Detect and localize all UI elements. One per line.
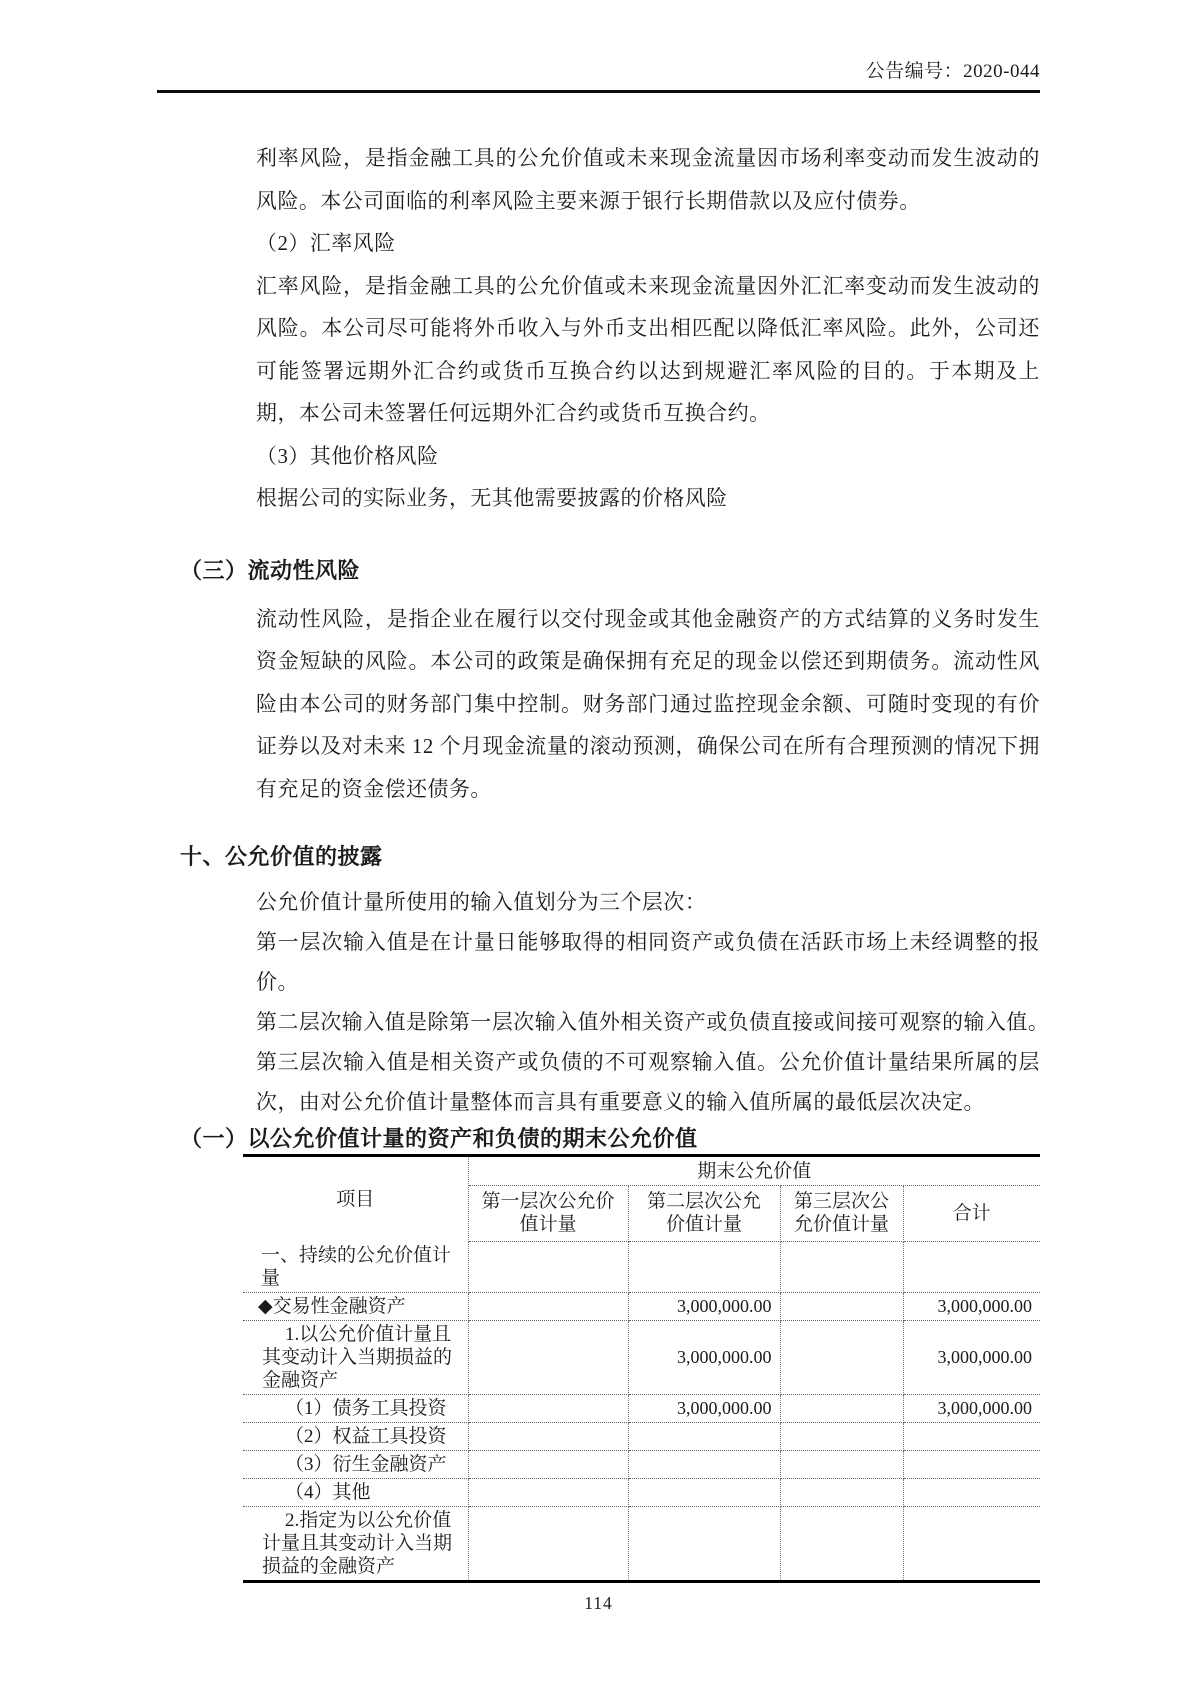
value-cell: [903, 1422, 1040, 1450]
heading-fair-value-disclosure: 十、公允价值的披露: [180, 844, 383, 869]
page-header: [157, 0, 1040, 83]
value-cell: [628, 1242, 780, 1293]
paragraph-other-price-risk: 根据公司的实际业务，无其他需要披露的价格风险: [256, 486, 728, 510]
value-cell: [628, 1450, 780, 1478]
item-cell: （4）其他: [243, 1478, 468, 1506]
value-cell: [780, 1478, 903, 1506]
value-cell: [468, 1242, 628, 1293]
paragraph-interest-rate-risk: 利率风险，是指金融工具的公允价值或未来现金流量因市场利率变动而发生波动的风险。本公司面临的利率风险主要来源于银行长期借款以及应付债券。: [256, 146, 1040, 213]
value-cell: [780, 1422, 903, 1450]
value-cell: 3,000,000.00: [628, 1394, 780, 1422]
value-cell: [468, 1506, 628, 1581]
item-cell: ◆交易性金融资产: [243, 1292, 468, 1320]
table-row: [243, 1242, 1040, 1293]
page-number: 114: [584, 1592, 613, 1613]
column-header: 合计: [903, 1186, 1040, 1242]
item-cell: （1）债务工具投资: [243, 1394, 468, 1422]
table-row: [243, 1478, 1040, 1506]
value-cell: 3,000,000.00: [903, 1320, 1040, 1394]
subheading-exchange-rate-risk: （2）汇率风险: [256, 231, 396, 255]
paragraph-fair-value-level3: 第三层次输入值是相关资产或负债的不可观察输入值。公允价值计量结果所属的层次，由对公允价值计量整体而言具有重要意义的输入值所属的最低层次决定。: [256, 1050, 1040, 1114]
value-cell: [780, 1242, 903, 1293]
header-divider: [157, 90, 1040, 93]
value-cell: [468, 1394, 628, 1422]
value-cell: [903, 1478, 1040, 1506]
table-row: [243, 1450, 1040, 1478]
paragraph-fair-value-intro: 公允价值计量所使用的输入值划分为三个层次：: [256, 890, 707, 914]
value-cell: [780, 1394, 903, 1422]
value-cell: 3,000,000.00: [903, 1292, 1040, 1320]
value-cell: 3,000,000.00: [628, 1292, 780, 1320]
item-cell: （2）权益工具投资: [243, 1422, 468, 1450]
table-row: [243, 1422, 1040, 1450]
value-cell: [903, 1242, 1040, 1293]
paragraph-exchange-rate-risk: 汇率风险，是指金融工具的公允价值或未来现金流量因外汇汇率变动而发生波动的风险。本公司尽可能将外币收入与外币支出相匹配以降低汇率风险。此外，公司还可能签署远期外汇合约或货币互换合约以达到规避汇率风险的目的。于本期及上期，本公司未签署任何远期外汇合约或货币互换合约。: [256, 273, 1040, 425]
value-cell: [628, 1422, 780, 1450]
value-cell: [628, 1506, 780, 1581]
value-cell: [468, 1450, 628, 1478]
item-cell: （3）衍生金融资产: [243, 1450, 468, 1478]
paragraph-liquidity-risk: 流动性风险，是指企业在履行以交付现金或其他金融资产的方式结算的义务时发生资金短缺的风险。本公司的政策是确保拥有充足的现金以偿还到期债务。流动性风险由本公司的财务部门集中控制。财务部门通过监控现金余额、可随时变现的有价证券以及对未来 12 个月现金流量的滚动预测，确保公司在所有合理预测的情况下拥有充足的资金偿还债务。: [256, 606, 1040, 801]
table-row: [243, 1320, 1040, 1394]
doc-number: 公告编号：2020-044: [865, 61, 1040, 82]
table-row: [243, 1292, 1040, 1320]
value-cell: 3,000,000.00: [628, 1320, 780, 1394]
item-cell: 一、持续的公允价值计量: [243, 1242, 468, 1293]
column-header: 第一层次公允价值计量: [468, 1186, 628, 1242]
value-cell: [780, 1506, 903, 1581]
item-cell: 1.以公允价值计量且其变动计入当期损益的金融资产: [243, 1320, 468, 1394]
value-cell: [628, 1478, 780, 1506]
value-cell: 3,000,000.00: [903, 1394, 1040, 1422]
value-cell: [468, 1320, 628, 1394]
item-cell: 2.指定为以公允价值计量且其变动计入当期损益的金融资产: [243, 1506, 468, 1581]
table-row: [243, 1506, 1040, 1581]
value-cell: [903, 1506, 1040, 1581]
item-column-header: 项目: [243, 1156, 468, 1242]
value-cell: [468, 1422, 628, 1450]
span-column-header: 期末公允价值: [468, 1156, 1040, 1186]
value-cell: [468, 1292, 628, 1320]
column-header: 第三层次公允价值计量: [780, 1186, 903, 1242]
value-cell: [780, 1292, 903, 1320]
column-header: 第二层次公允价值计量: [628, 1186, 780, 1242]
table-header-row-1: [243, 1156, 1040, 1186]
fair-value-table: [243, 1154, 1040, 1583]
subheading-other-price-risk: （3）其他价格风险: [256, 443, 439, 468]
table-row: [243, 1394, 1040, 1422]
value-cell: [780, 1450, 903, 1478]
value-cell: [780, 1320, 903, 1394]
value-cell: [468, 1478, 628, 1506]
paragraph-fair-value-level1: 第一层次输入值是在计量日能够取得的相同资产或负债在活跃市场上未经调整的报价。: [256, 930, 1040, 994]
heading-liquidity-risk: （三）流动性风险: [180, 557, 361, 583]
value-cell: [903, 1450, 1040, 1478]
paragraph-fair-value-level2: 第二层次输入值是除第一层次输入值外相关资产或负债直接或间接可观察的输入值。: [256, 1010, 1050, 1034]
heading-fair-value-table: （一）以公允价值计量的资产和负债的期末公允价值: [180, 1126, 698, 1151]
